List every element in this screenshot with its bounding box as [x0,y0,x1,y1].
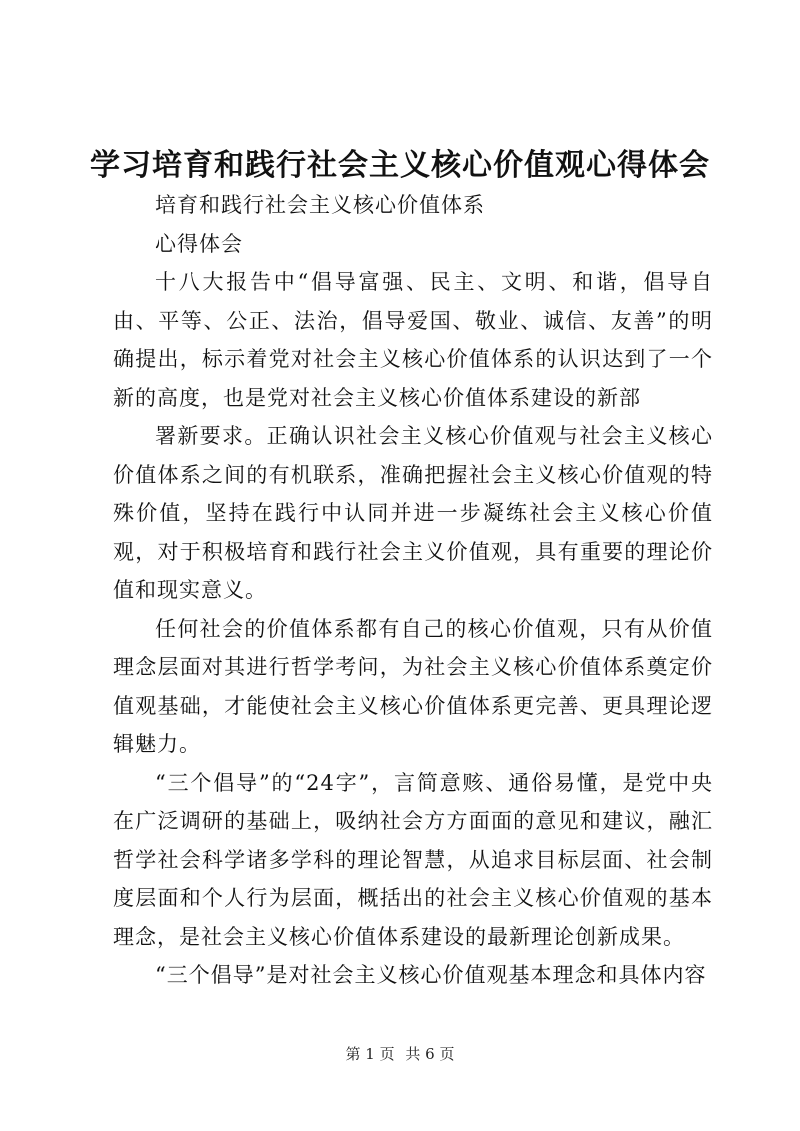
document-title: 学习培育和践行社会主义核心价值观心得体会 [90,148,710,183]
paragraph: 任何社会的价值体系都有自己的核心价值观，只有从价值理念层面对其进行哲学考问，为社会主义核心价值体系奠定价值观基础，才能使社会主义核心价值体系更完善、更具理论逻辑魅力。 [113,616,713,756]
paragraph: 十八大报告中“倡导富强、民主、文明、和谐，倡导自由、平等、公正、法治，倡导爱国、敬业、诚信、友善”的明确提出，标示着党对社会主义核心价值体系的认识达到了一个新的高度，也是党对社会主义核心价值体系建设的新部 [113,270,713,410]
page-total: 共 6 页 [405,1045,455,1063]
page-footer [0,1043,800,1064]
paragraph-heading: 心得体会 [155,231,243,256]
paragraph: 署新要求。正确认识社会主义核心价值观与社会主义核心价值体系之间的有机联系，准确把握社会主义核心价值观的特殊价值，坚持在践行中认同并进一步凝练社会主义核心价值观，对于积极培育和践行社会主义价值观，具有重要的理论价值和现实意义。 [113,424,713,602]
paragraph: “三个倡导”的“24字”，言简意赅、通俗易懂，是党中央在广泛调研的基础上，吸纳社会方方面面的意见和建议，融汇哲学社会科学诸多学科的理论智慧，从追求目标层面、社会制度层面和个人行为层面，概括出的社会主义核心价值观的基本理念，是社会主义核心价值体系建设的最新理论创新成果。 [113,770,713,949]
paragraph-subtitle: 培育和践行社会主义核心价值体系 [155,193,485,217]
page-number: 第 1 页 [345,1045,395,1063]
document-body [113,186,713,995]
paragraph: “三个倡导”是对社会主义核心价值观基本理念和具体内容 [155,963,707,987]
